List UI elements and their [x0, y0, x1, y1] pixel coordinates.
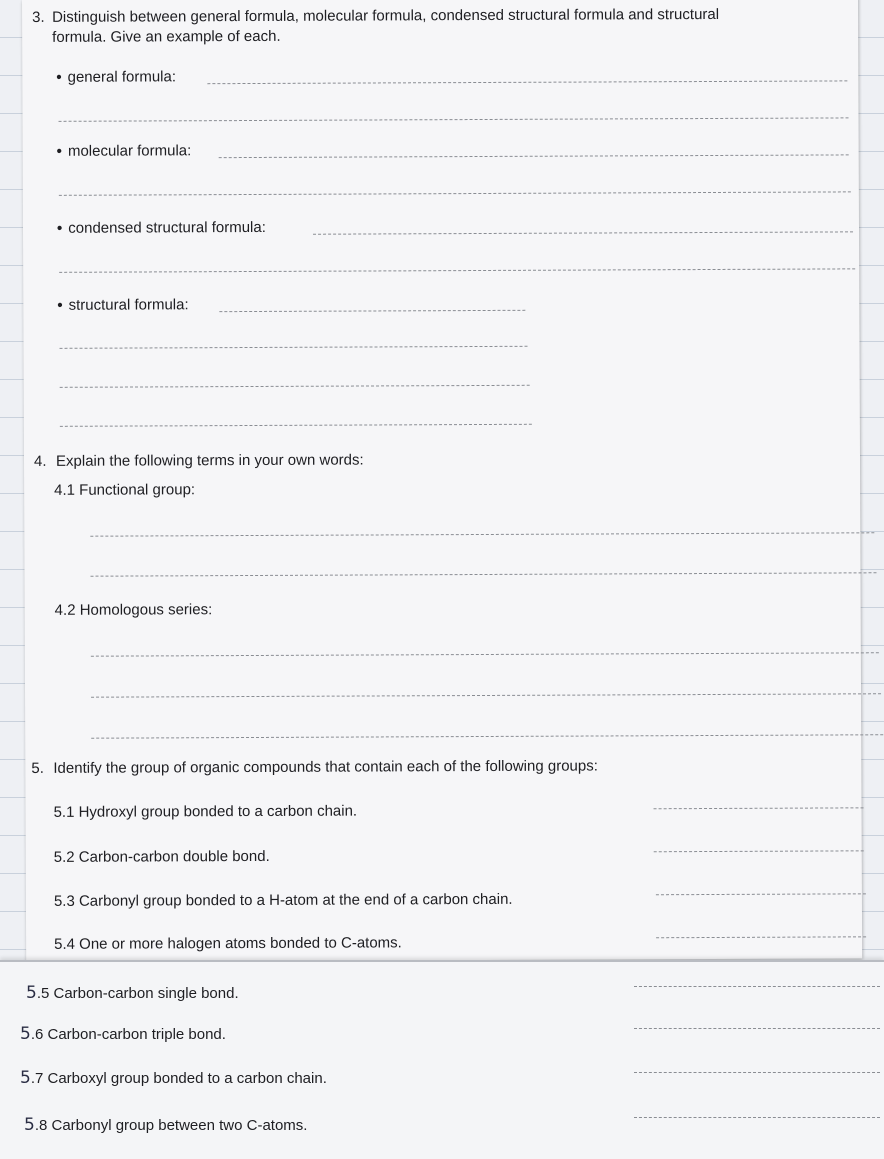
functional-group-answer-line[interactable] — [90, 532, 874, 536]
q4-prompt: Explain the following terms in your own words: — [55, 451, 364, 470]
condensed-formula-answer-line-2[interactable] — [59, 268, 855, 272]
q5-3-answer-line[interactable] — [656, 893, 866, 895]
q5-4-label: 5.4 One or more halogen atoms bonded to C-atoms. — [54, 934, 402, 953]
q5-8-label: .8 Carbonyl group between two C-atoms. — [34, 1117, 308, 1134]
q5-8-answer-line[interactable] — [634, 1117, 880, 1118]
homologous-series-answer-line[interactable] — [91, 652, 879, 656]
q5-7-item — [20, 1069, 327, 1088]
q5-7-answer-line[interactable] — [634, 1072, 880, 1073]
q5-number: 5. — [31, 759, 44, 777]
q5-2-answer-line[interactable] — [654, 850, 864, 852]
molecular-formula-label: molecular formula: — [67, 142, 192, 160]
q3-prompt-line1: Distinguish between general formula, molecular formula, condensed structural formula and structural — [52, 5, 720, 26]
q3-item-general — [56, 68, 176, 87]
bullet-icon: • — [56, 142, 62, 160]
handwritten-digit: 5 — [24, 1115, 35, 1135]
condensed-formula-answer-line[interactable] — [313, 231, 853, 234]
bullet-icon: • — [56, 68, 62, 86]
q5-2-label: 5.2 Carbon-carbon double bond. — [53, 847, 270, 866]
homologous-series-label: 4.2 Homologous series: — [54, 601, 213, 619]
q3-number: 3. — [32, 8, 45, 26]
handwritten-digit: 5 — [20, 1024, 31, 1044]
general-formula-answer-line[interactable] — [207, 80, 847, 84]
q5-7-label: .7 Carboxyl group bonded to a carbon chain. — [30, 1070, 327, 1087]
functional-group-answer-line-2[interactable] — [91, 572, 877, 576]
q5-prompt: Identify the group of organic compounds that contain each of the following groups: — [53, 757, 598, 777]
q4-number: 4. — [33, 452, 47, 470]
handwritten-digit: 5 — [26, 983, 37, 1003]
homologous-series-answer-line-2[interactable] — [91, 693, 881, 697]
q5-6-answer-line[interactable] — [634, 1028, 880, 1029]
q3-item-structural — [57, 296, 188, 315]
q5-3-label: 5.3 Carbonyl group bonded to a H-atom at the end of a carbon chain. — [53, 890, 513, 910]
q5-6-item — [20, 1025, 226, 1044]
worksheet-page — [22, 0, 862, 962]
q3-prompt-line2: formula. Give an example of each. — [52, 27, 281, 46]
functional-group-label: 4.1 Functional group: — [54, 481, 196, 499]
structural-formula-label: structural formula: — [68, 296, 189, 314]
structural-formula-answer-line-3[interactable] — [60, 385, 530, 388]
q3-item-molecular — [57, 142, 192, 161]
structural-formula-answer-line[interactable] — [219, 310, 525, 312]
q5-8-item — [24, 1116, 307, 1135]
bullet-icon: • — [57, 296, 63, 314]
bullet-icon: • — [56, 219, 63, 237]
general-formula-label: general formula: — [67, 68, 177, 86]
q5-6-label: .6 Carbon-carbon triple bond. — [30, 1026, 226, 1043]
structural-formula-answer-line-2[interactable] — [60, 346, 528, 349]
q5-1-label: 5.1 Hydroxyl group bonded to a carbon chain. — [53, 802, 358, 821]
homologous-series-answer-line-3[interactable] — [91, 734, 883, 738]
structural-formula-answer-line-4[interactable] — [60, 424, 532, 427]
q5-5-answer-line[interactable] — [634, 986, 880, 987]
q5-1-answer-line[interactable] — [654, 807, 864, 809]
q5-5-item — [26, 984, 239, 1003]
q5-4-answer-line[interactable] — [656, 936, 866, 938]
q5-5-label: .5 Carbon-carbon single bond. — [36, 985, 239, 1002]
worksheet-page-lower — [0, 960, 884, 1159]
molecular-formula-answer-line-2[interactable] — [59, 191, 851, 195]
condensed-formula-label: condensed structural formula: — [68, 218, 266, 237]
general-formula-answer-line-2[interactable] — [59, 117, 849, 121]
q3-item-condensed — [57, 219, 266, 238]
molecular-formula-answer-line[interactable] — [219, 154, 849, 158]
handwritten-digit: 5 — [20, 1068, 31, 1088]
